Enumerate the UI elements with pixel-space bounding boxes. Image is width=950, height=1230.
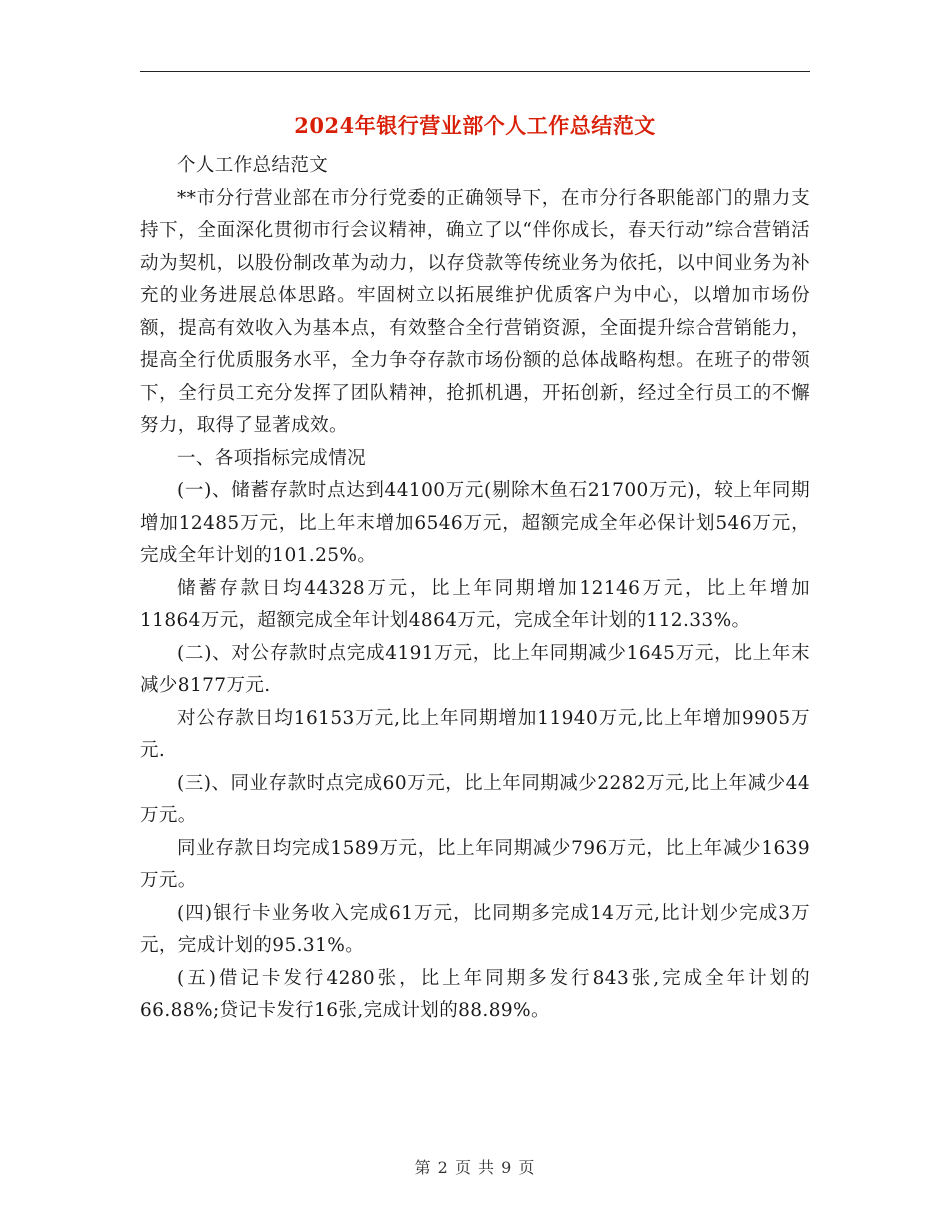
paragraph-savings-point: (一)、储蓄存款时点达到44100万元(剔除木鱼石21700万元)，较上年同期增加12485万元，比上年末增加6546万元，超额完成全年必保计划546万元，完成全年计划的101.25%。 (140, 480, 810, 566)
paragraph-corporate-daily: 对公存款日均16153万元,比上年同期增加11940万元,比上年增加9905万元. (140, 707, 810, 761)
paragraph-card-issuance: (五)借记卡发行4280张，比上年同期多发行843张,完成全年计划的66.88%;贷记卡发行16张,完成计划的88.89%。 (140, 967, 810, 1021)
paragraph-card-income: (四)银行卡业务收入完成61万元，比同期多完成14万元,比计划少完成3万元，完成计划的95.31%。 (140, 902, 810, 956)
paragraph-savings-daily: 储蓄存款日均44328万元，比上年同期增加12146万元，比上年增加11864万元，超额完成全年计划4864万元，完成全年计划的112.33%。 (140, 577, 810, 631)
paragraph-intro: **市分行营业部在市分行党委的正确领导下，在市分行各职能部门的鼎力支持下，全面深化贯彻市行会议精神，确立了以“伴你成长，春天行动”综合营销活动为契机，以股份制改革为动力，以存贷款等传统业务为依托，以中间业务为补充的业务进展总体思路。牢固树立以拓展维护优质客户为中心，以增加市场份额，提高有效收入为基本点，有效整合全行营销资源，全面提升综合营销能力，提高全行优质服务水平，全力争夺存款市场份额的总体战略构想。在班子的带领下，全行员工充分发挥了团队精神，抢抓机遇，开拓创新，经过全行员工的不懈努力，取得了显著成效。 (140, 187, 810, 436)
paragraph-subtitle: 个人工作总结范文 (177, 155, 329, 176)
paragraph-interbank-daily: 同业存款日均完成1589万元，比上年同期减少796万元，比上年减少1639万元。 (140, 837, 810, 891)
page-number: 第 2 页 共 9 页 (414, 1158, 536, 1177)
document-body (140, 150, 810, 1028)
paragraph-corporate-point: (二)、对公存款时点完成4191万元，比上年同期减少1645万元，比上年末减少8177万元. (140, 642, 810, 696)
section-heading: 一、各项指标完成情况 (177, 447, 367, 469)
header-rule (140, 71, 810, 72)
paragraph-interbank-point: (三)、同业存款时点完成60万元，比上年同期减少2282万元,比上年减少44万元。 (140, 772, 810, 826)
document-title: 2024年银行营业部个人工作总结范文 (294, 113, 656, 138)
